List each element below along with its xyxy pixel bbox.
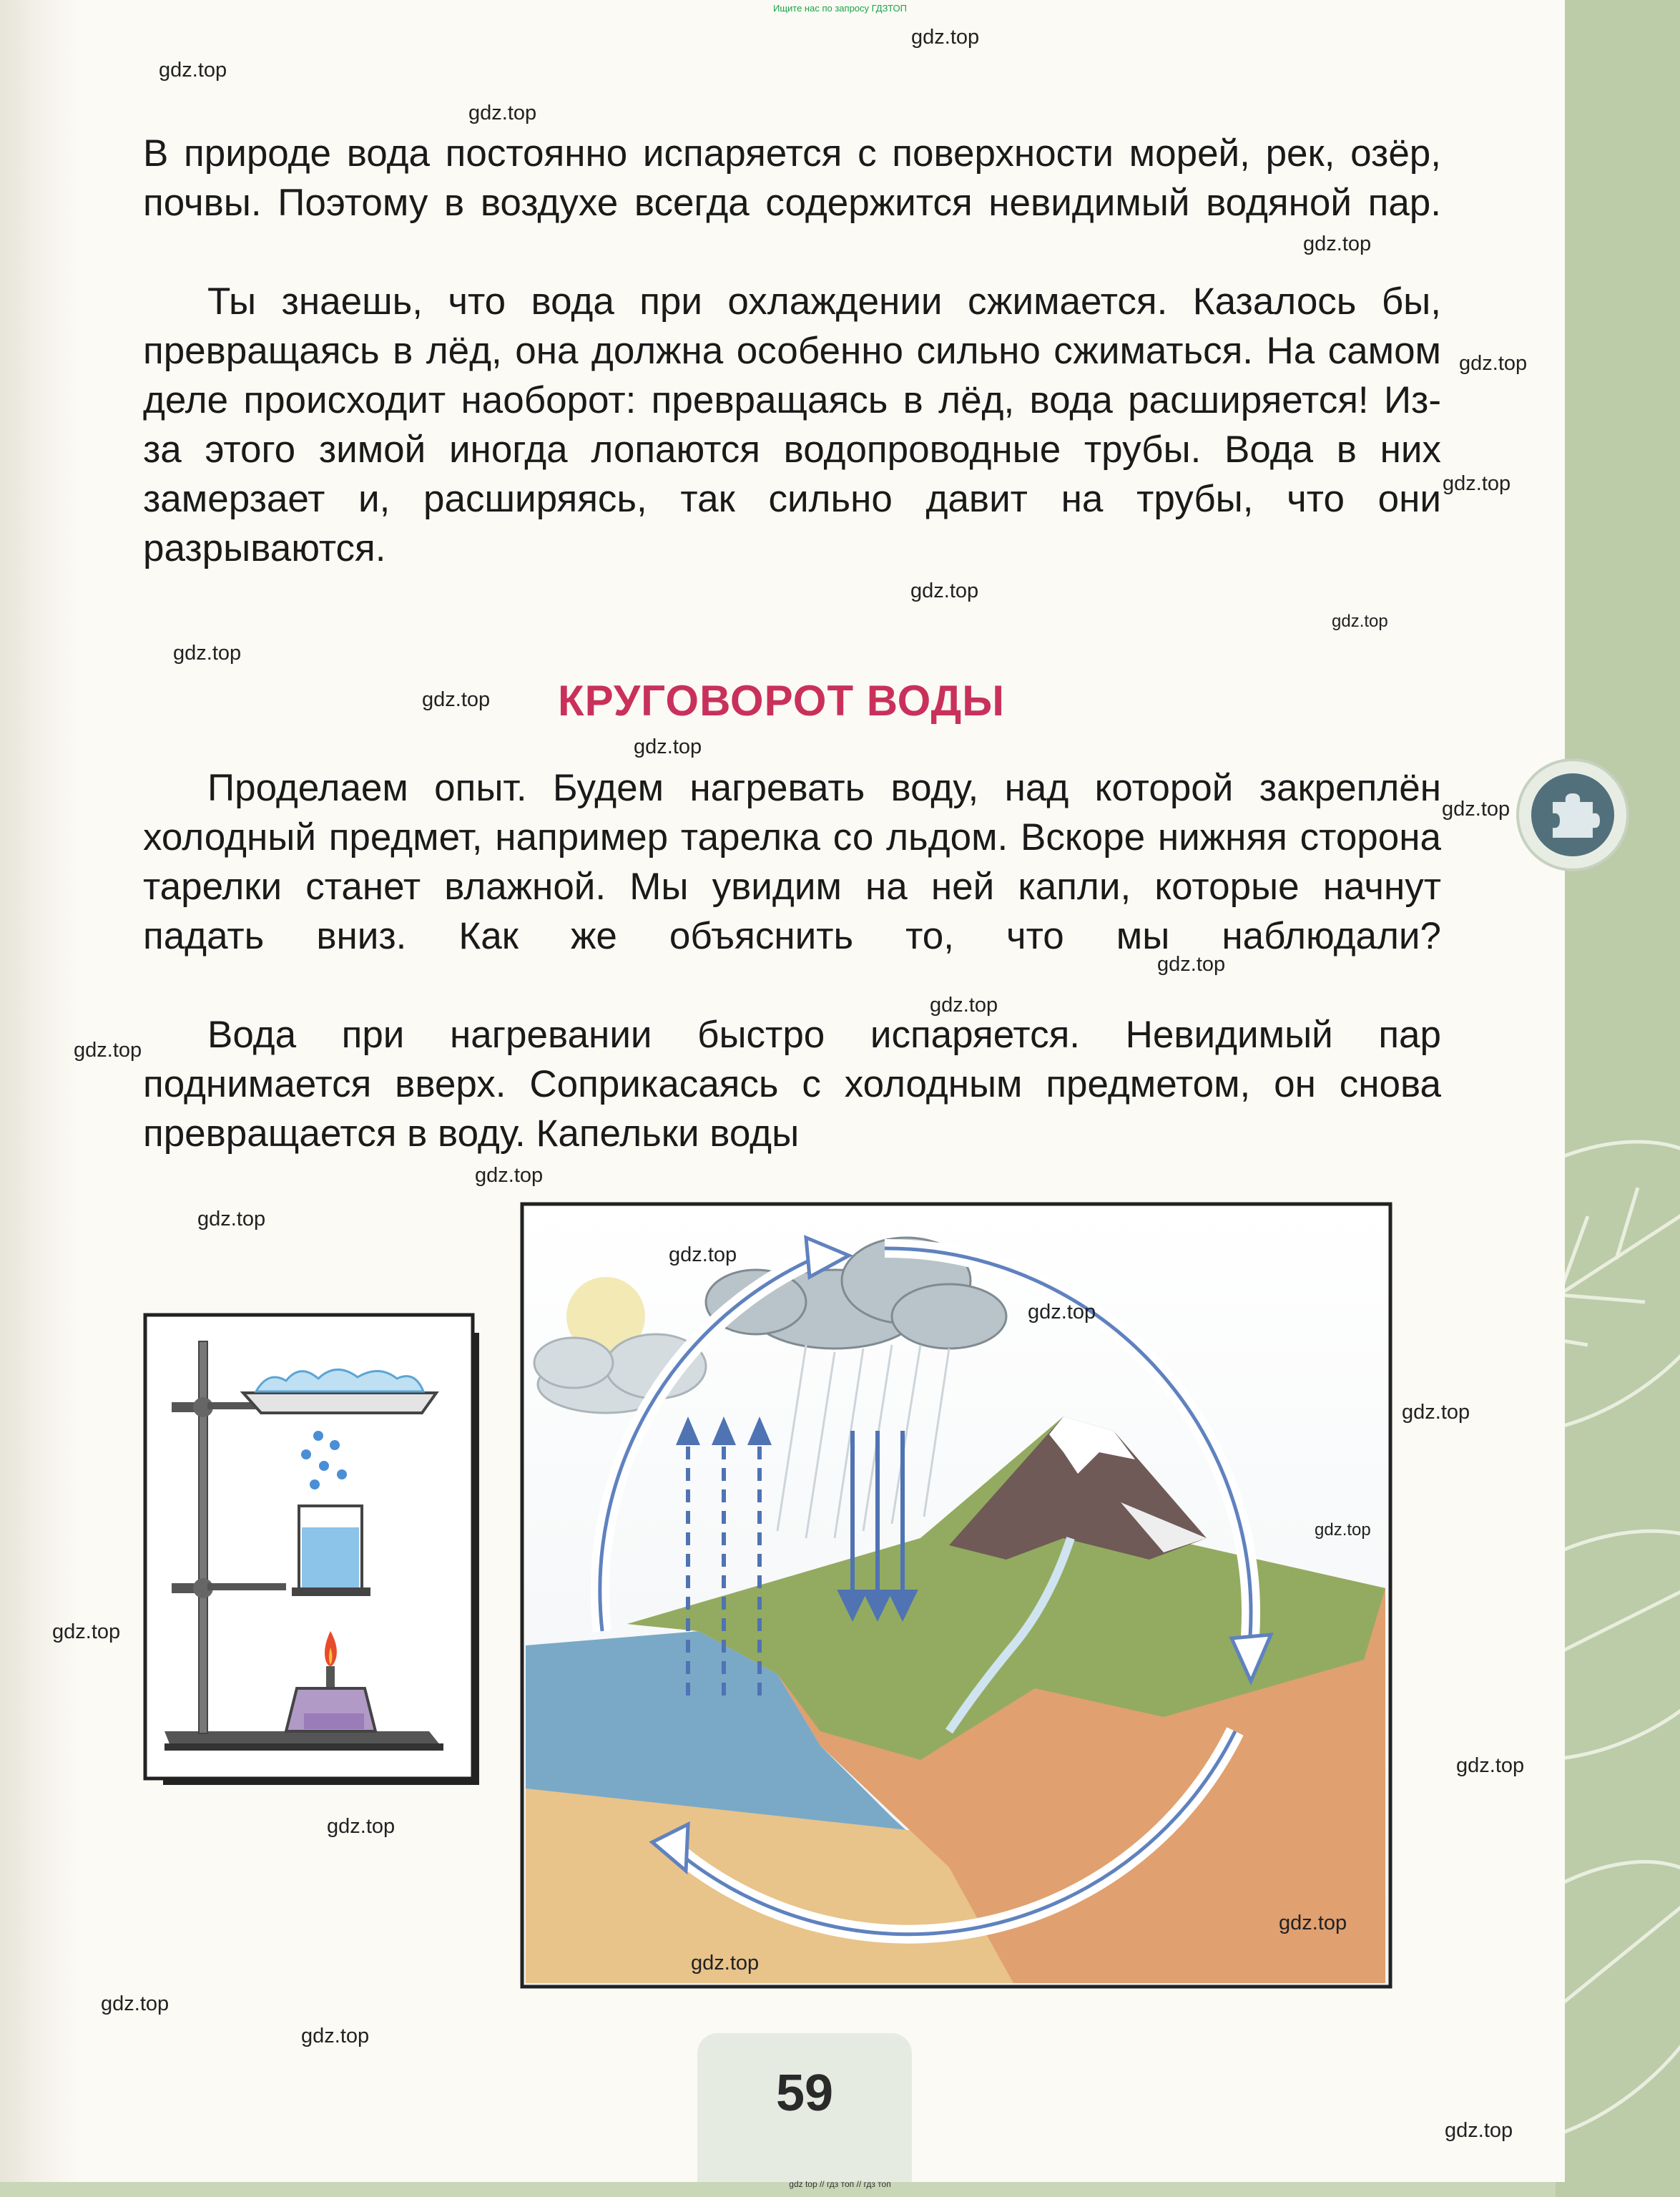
water-cycle-illustration <box>520 1202 1392 1989</box>
watermark: gdz.top <box>173 642 242 665</box>
watermark: gdz.top <box>1442 798 1510 821</box>
watermark: gdz.top <box>422 688 491 711</box>
watermark: gdz.top <box>1443 472 1511 495</box>
watermark: gdz.top <box>475 1164 544 1187</box>
watermark: gdz.top <box>1332 612 1388 631</box>
bottom-note: gdz top // гдз топ // гдз топ <box>789 2179 891 2189</box>
watermark: gdz.top <box>669 1243 737 1266</box>
section-title: КРУГОВОРОТ ВОДЫ <box>558 677 1005 725</box>
watermark: gdz.top <box>327 1815 396 1838</box>
puzzle-icon <box>1544 786 1601 843</box>
watermark: gdz.top <box>691 1952 760 1975</box>
page-fold-shadow <box>0 0 79 2182</box>
paragraph-experiment: Проделаем опыт. Будем нагревать воду, над которой закреплён холодный предмет, например тарелка со льдом. Вскоре нижняя сторона тарелки станет влажной. Мы увидим на ней капли, которые начнут падать вниз. Как же объяснить то, что мы наблюдали? <box>143 767 1441 957</box>
paragraph-ice-expansion: Ты знаешь, что вода при охлаждении сжимается. Казалось бы, превращаясь в лёд, она должна особенно сильно сжиматься. На самом деле происходит наоборот: превращаясь в лёд, вода расширяется! Из-за этого зимой иногда лопаются водопроводные трубы. Вода в них замерзает и, расширяясь, так сильно давит на трубы, что они разрываются. <box>143 280 1441 569</box>
watermark: gdz.top <box>74 1039 142 1062</box>
watermark: gdz.top <box>1459 352 1528 375</box>
watermark: gdz.top <box>911 26 980 49</box>
paragraph-evaporation: В природе вода постоянно испаряется с поверхности морей, рек, озёр, почвы. Поэтому в воздухе всегда содержится невидимый водяной пар. <box>143 132 1441 224</box>
watermark: gdz.top <box>1445 2119 1513 2142</box>
watermark: gdz.top <box>910 579 979 602</box>
watermark: gdz.top <box>468 102 537 124</box>
watermark: gdz.top <box>197 1208 266 1230</box>
watermark: gdz.top <box>159 59 227 82</box>
puzzle-badge-inner <box>1531 773 1614 856</box>
watermark: gdz.top <box>1303 233 1372 255</box>
watermark: gdz.top <box>101 1992 170 2015</box>
top-note: Ищите нас по запросу ГДЗТОП <box>772 3 907 14</box>
page-number-tab <box>697 2033 912 2182</box>
watermark: gdz.top <box>1028 1301 1096 1323</box>
watermark: gdz.top <box>1402 1401 1470 1424</box>
paragraph-explanation: Вода при нагревании быстро испаряется. Невидимый пар поднимается вверх. Соприкасаясь с холодным предметом, он снова превращается в воду. Капельки воды <box>143 1014 1441 1155</box>
watermark: gdz.top <box>1279 1912 1347 1934</box>
page-number: 59 <box>775 2065 834 2122</box>
watermark: gdz.top <box>930 994 998 1017</box>
watermark: gdz.top <box>634 735 702 758</box>
puzzle-badge[interactable] <box>1516 758 1629 871</box>
watermark: gdz.top <box>301 2025 370 2047</box>
watermark: gdz.top <box>52 1620 121 1643</box>
experiment-illustration <box>143 1313 479 1785</box>
watermark: gdz.top <box>1315 1520 1371 1540</box>
watermark: gdz.top <box>1456 1754 1525 1777</box>
watermark: gdz.top <box>1157 953 1226 976</box>
